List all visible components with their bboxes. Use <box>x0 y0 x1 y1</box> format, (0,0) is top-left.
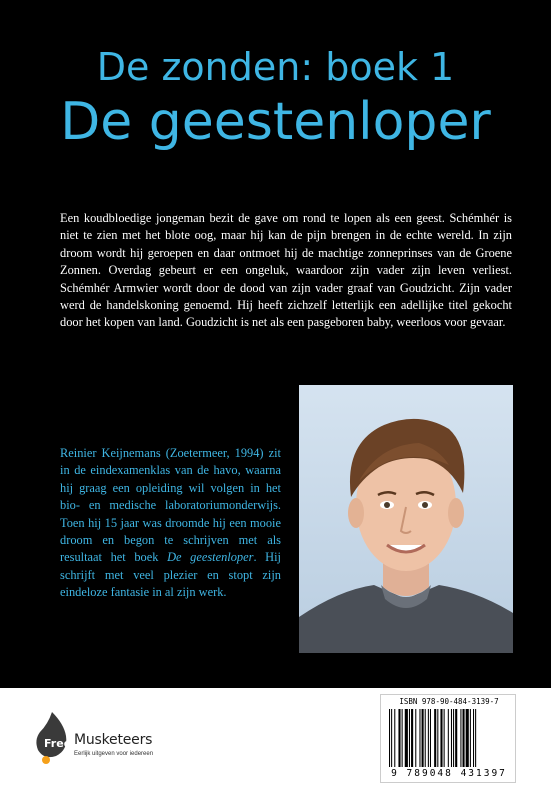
book-title: De geestenloper <box>60 92 491 152</box>
barcode-bar <box>475 709 476 767</box>
barcode-bar <box>415 709 416 767</box>
barcode-icon <box>389 709 509 767</box>
publisher-logo-name: Musketeers <box>74 732 153 748</box>
author-photo <box>299 385 513 653</box>
author-portrait-image <box>299 385 513 653</box>
barcode-bar <box>428 709 429 767</box>
isbn-barcode-block <box>380 694 516 783</box>
author-bio-text: Reinier Keijnemans (Zoetermeer, 1994) zit in de eindexamenklas van de havo, waarna hij graag een opleiding wil volgen in het bio- en medische laboratoriumonderwijs. Toen hij 15 jaar was droomde hij een mooie droom en begon te schrijven met als resultaat het boek <box>60 446 281 565</box>
barcode-bar <box>470 709 471 767</box>
barcode-bar <box>455 709 457 767</box>
isbn-digits: 9 789048 431397 <box>391 768 507 779</box>
barcode-bar <box>473 709 474 767</box>
barcode-bar <box>394 709 395 767</box>
barcode-bar <box>402 709 403 767</box>
isbn-label: ISBN 978-90-484-3139-7 <box>399 697 499 706</box>
barcode-bar <box>466 709 469 767</box>
barcode-bar <box>391 709 392 767</box>
author-bio <box>60 445 281 602</box>
author-bio-text-end: . Hij schrijft met veel plezier en stopt zijn eindeloze fantasie in al zijn werk. <box>60 550 282 600</box>
barcode-bar <box>430 709 431 767</box>
barcode-bar <box>398 709 400 767</box>
series-title: De zonden: boek 1 <box>96 45 455 89</box>
barcode-bar <box>419 709 420 767</box>
barcode-bar <box>411 709 413 767</box>
barcode-bar <box>405 709 408 767</box>
barcode-bar <box>460 709 461 767</box>
barcode-bar <box>440 709 442 767</box>
barcode-bar <box>444 709 445 767</box>
barcode-bar <box>448 709 449 767</box>
author-bio-book-title: De geestenloper <box>167 550 254 565</box>
publisher-tagline: Eerlijk uitgeven voor iedereen <box>74 751 154 757</box>
publisher-logo-free: Free <box>44 737 72 750</box>
barcode-bar <box>425 709 426 767</box>
barcode-bar <box>389 709 390 767</box>
book-blurb: Een koudbloedige jongeman bezit de gave om rond te lopen als een geest. Schémhér is niet te zien met het blote oog, maar hij kan de pijn brengen in de echte wereld. In zijn droom wordt hij geroepen en daar ontmoet hij de machtige zonneprinses van de Groene Zonnen. Overdag gebeurt er een ongeluk, waardoor zijn vader zijn leven verliest. Schémhér Armwier wordt door de dood van zijn vader graaf van Goudzicht. Zijn vader werd de handelskoning genoemd. Hij heeft zichzelf letterlijk een adellijke titel gekocht door het kopen van land. Goudzicht is net als een pasgeboren baby, weerloos voor gevaar. <box>60 211 512 330</box>
publisher-logo <box>34 710 194 770</box>
barcode-bar <box>409 709 410 767</box>
barcode-bar <box>437 709 438 767</box>
barcode-bar <box>453 709 454 767</box>
barcode-bar <box>463 709 465 767</box>
barcode-bar <box>422 709 424 767</box>
barcode-bar <box>434 709 436 767</box>
barcode-bar <box>451 709 452 767</box>
